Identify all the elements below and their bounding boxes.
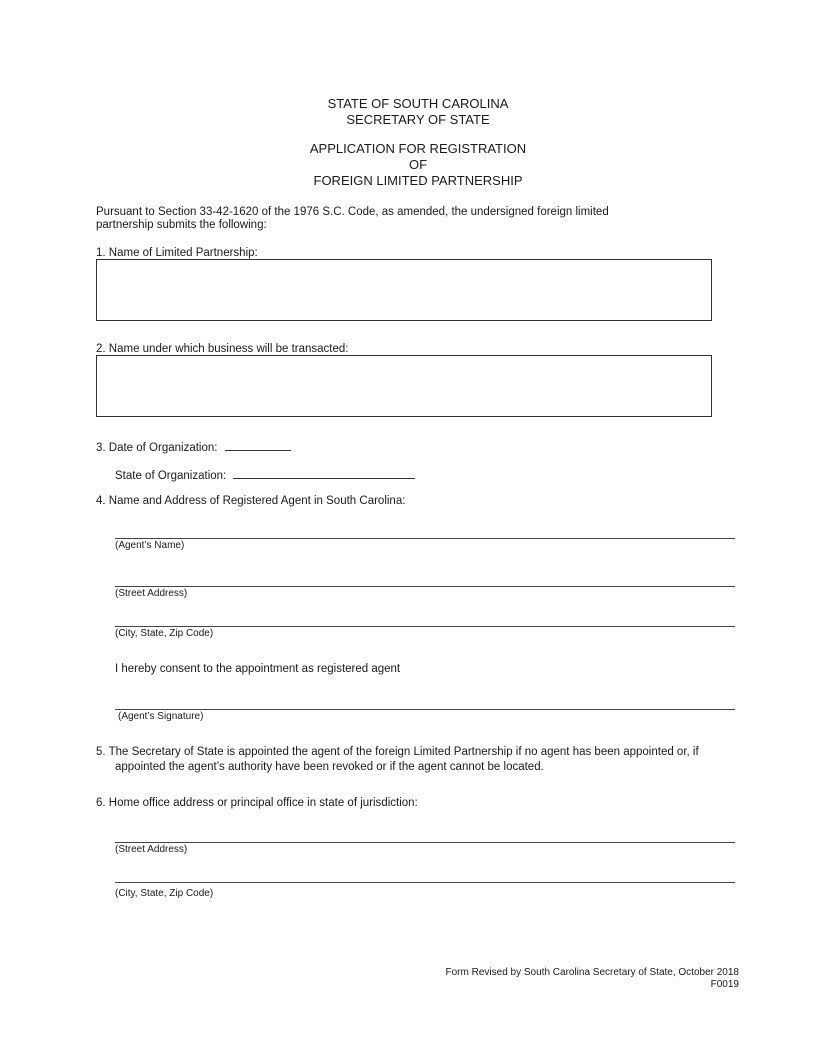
agent-street-field[interactable]: [115, 586, 735, 587]
agent-signature-field[interactable]: [115, 709, 735, 710]
item2-label: 2. Name under which business will be transacted:: [96, 343, 349, 355]
state-of-organization-label: State of Organization:: [115, 470, 227, 482]
date-of-organization-label: 3. Date of Organization:: [96, 442, 218, 454]
agent-name-field[interactable]: [115, 538, 735, 539]
agent-city-caption: (City, State, Zip Code): [115, 628, 214, 639]
form-title-line-1: APPLICATION FOR REGISTRATION: [309, 141, 527, 156]
form-title-line-2: OF: [408, 157, 428, 172]
home-office-city-caption: (City, State, Zip Code): [115, 888, 214, 899]
header-office: SECRETARY OF STATE: [346, 112, 490, 127]
footer-revision: Form Revised by South Carolina Secretary of State, October 2018: [445, 967, 739, 978]
state-of-organization-field[interactable]: [233, 467, 415, 479]
agent-signature-caption: (Agent’s Signature): [118, 711, 204, 722]
business-name-value: [97, 356, 711, 368]
intro-line-1: Pursuant to Section 33-42-1620 of the 1976 S.C. Code, as amended, the undersigned foreign limited: [96, 206, 609, 218]
home-office-city-field[interactable]: [115, 882, 735, 883]
agent-name-caption: (Agent’s Name): [115, 540, 185, 551]
partnership-name-value: [97, 260, 711, 272]
partnership-name-box[interactable]: [96, 259, 712, 321]
intro-line-2: partnership submits the following:: [96, 219, 267, 231]
agent-city-field[interactable]: [115, 626, 735, 627]
item5-line-2: appointed the agent’s authority have been revoked or if the agent cannot be located.: [115, 761, 544, 773]
footer-form-number: F0019: [710, 979, 739, 990]
item1-label: 1. Name of Limited Partnership:: [96, 247, 258, 259]
agent-street-caption: (Street Address): [115, 588, 188, 599]
home-office-street-field[interactable]: [115, 842, 735, 843]
business-name-box[interactable]: [96, 355, 712, 417]
item5-line-1: 5. The Secretary of State is appointed the agent of the foreign Limited Partnership if no agent has been appointed or, if: [96, 746, 699, 758]
form-title-line-3: FOREIGN LIMITED PARTNERSHIP: [313, 173, 523, 188]
consent-text: I hereby consent to the appointment as registered agent: [115, 663, 401, 675]
header-state: STATE OF SOUTH CAROLINA: [327, 96, 509, 111]
date-of-organization-field[interactable]: [225, 439, 291, 451]
home-office-street-caption: (Street Address): [115, 844, 188, 855]
item6-label: 6. Home office address or principal office in state of jurisdiction:: [96, 797, 418, 809]
item4-label: 4. Name and Address of Registered Agent in South Carolina:: [96, 495, 406, 507]
